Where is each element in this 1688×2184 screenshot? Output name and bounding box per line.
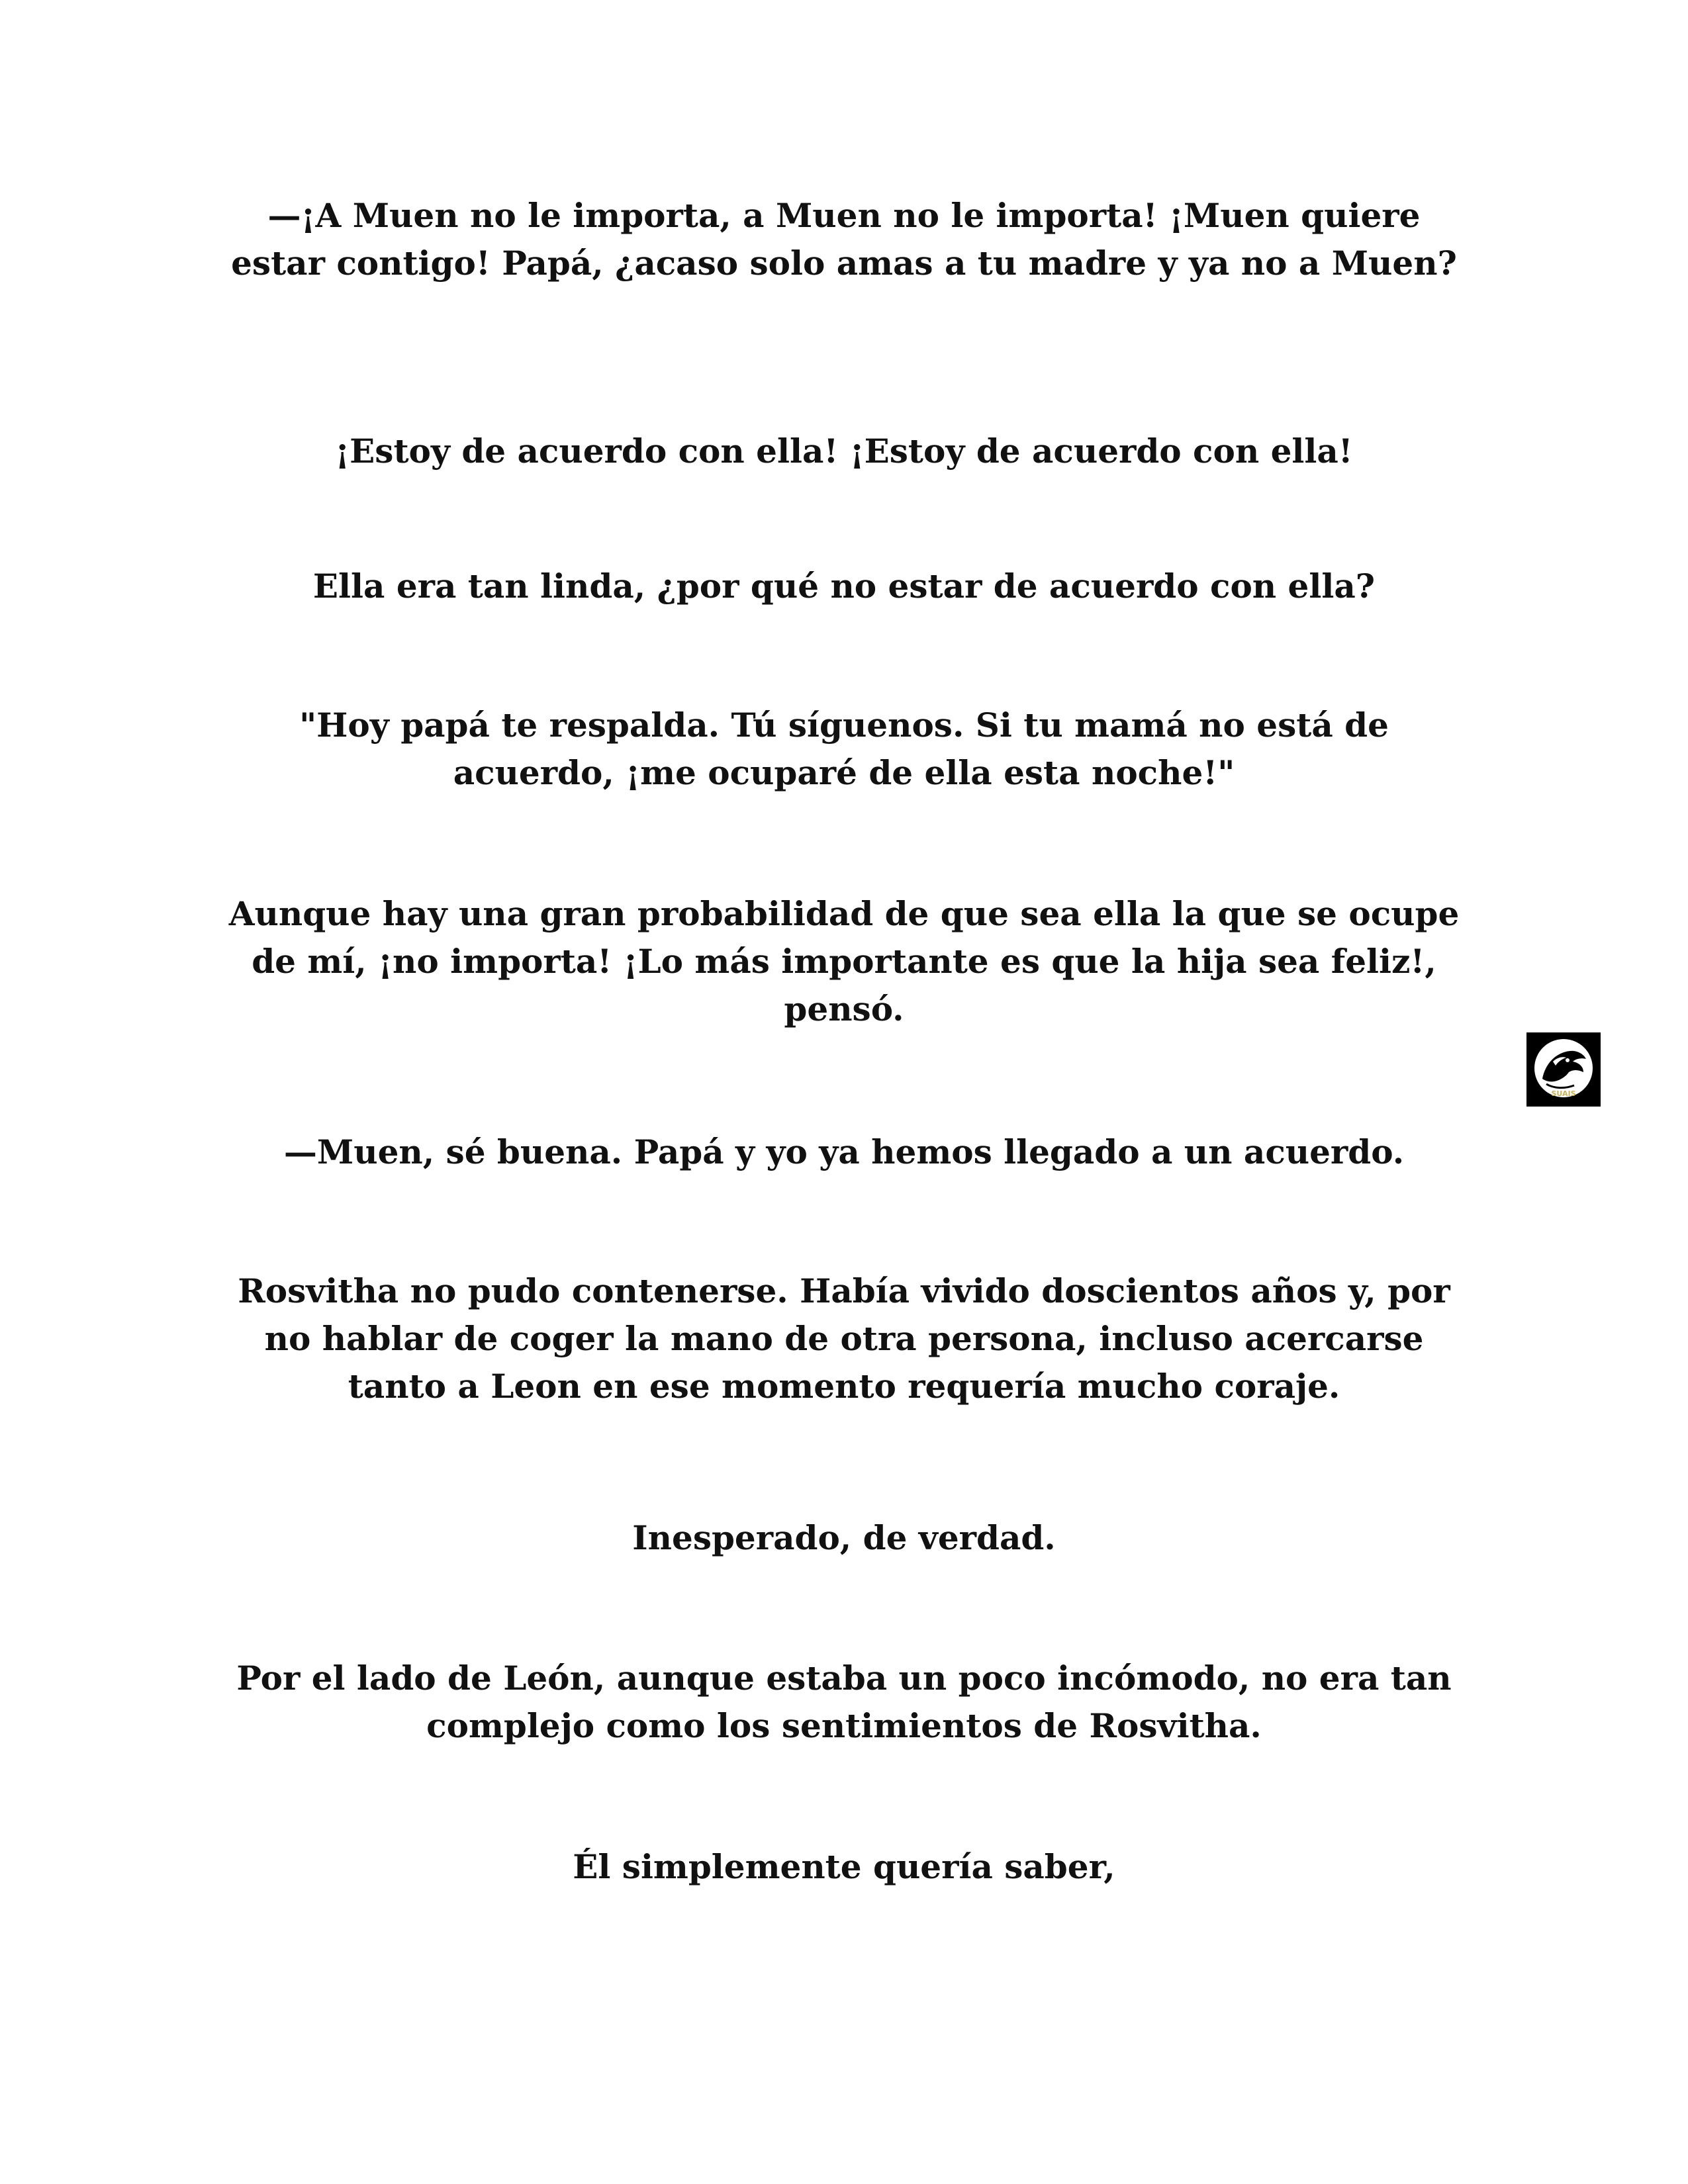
paragraph-3: Ella era tan linda, ¿por qué no estar de acuerdo con ella? xyxy=(312,567,1376,606)
paragraph-4: "Hoy papá te respalda. Tú síguenos. Si tu mamá no está de acuerdo, ¡me ocuparé de ella esta noche!" xyxy=(299,705,1389,792)
paragraph-1: —¡A Muen no le importa, a Muen no le importa! ¡Muen quiere estar contigo! Papá, ¿acaso solo amas a tu madre y ya no a Muen? xyxy=(231,196,1457,283)
dragon-head-icon xyxy=(1526,1032,1601,1107)
paragraph-2: ¡Estoy de acuerdo con ella! ¡Estoy de acuerdo con ella! xyxy=(335,432,1353,471)
svg-text:SUAIS: SUAIS xyxy=(1551,1089,1576,1098)
paragraph-6: —Muen, sé buena. Papá y yo ya hemos llegado a un acuerdo. xyxy=(283,1132,1405,1171)
watermark-logo xyxy=(1526,1032,1601,1107)
paragraph-9: Por el lado de León, aunque estaba un poco incómodo, no era tan complejo como los sentimientos de Rosvitha. xyxy=(236,1659,1452,1745)
paragraph-10: Él simplemente quería saber, xyxy=(573,1847,1115,1886)
paragraph-5: Aunque hay una gran probabilidad de que sea ella la que se ocupe de mí, ¡no importa! ¡Lo más importante es que la hija sea feliz!, pensó. xyxy=(228,894,1460,1028)
paragraph-7: Rosvitha no pudo contenerse. Había vivido doscientos años y, por no hablar de coger la mano de otra persona, incluso acercarse tanto a Leon en ese momento requería mucho coraje. xyxy=(238,1271,1450,1406)
paragraph-8: Inesperado, de verdad. xyxy=(632,1518,1056,1557)
